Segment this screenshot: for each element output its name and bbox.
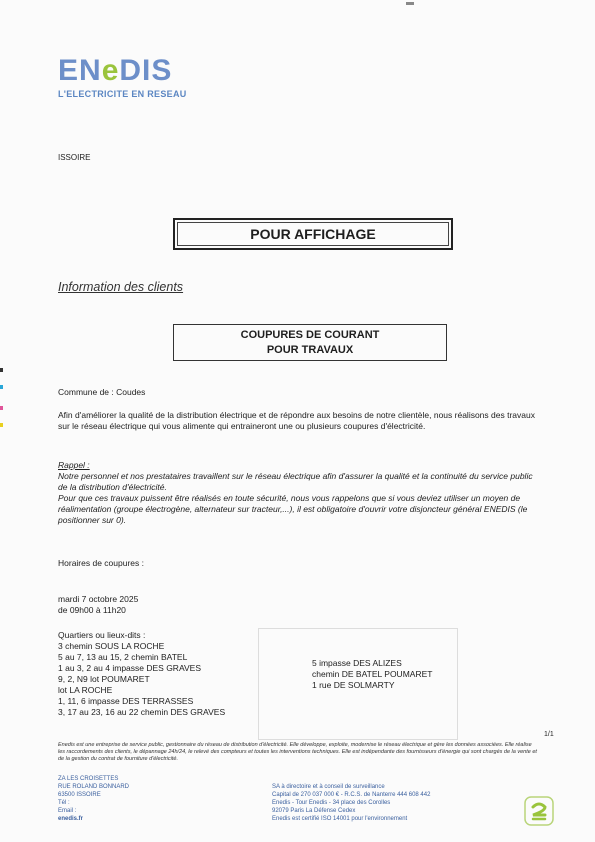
footer-line: 92079 Paris La Défense Cedex xyxy=(272,808,356,814)
list-item: 1 rue DE SOLMARTY xyxy=(312,680,395,690)
list-item: lot LA ROCHE xyxy=(58,685,113,695)
subject-box xyxy=(173,324,447,361)
footer-right xyxy=(272,783,472,823)
page-number: 1/1 xyxy=(544,731,554,738)
footer-line: SA à directoire et à conseil de surveillance xyxy=(272,784,385,790)
rappel-paragraph-1: Notre personnel et nos prestataires travaillent sur le réseau électrique afin d'assurer la qualité et la continuité du service public de la distribution d'électricité. xyxy=(58,471,533,492)
quartiers-list-right xyxy=(312,658,472,691)
horaires-label: Horaires de coupures : xyxy=(58,558,144,568)
logo-text-e: e xyxy=(101,54,120,87)
logo-tagline: L'ELECTRICITE EN RESEAU xyxy=(58,89,187,99)
rappel-title: Rappel : xyxy=(58,460,90,470)
list-item: 1 au 3, 2 au 4 impasse DES GRAVES xyxy=(58,663,201,673)
enedis-logo xyxy=(58,56,172,86)
footer-line: RUE ROLAND BONNARD xyxy=(58,784,130,790)
quartiers-label: Quartiers ou lieux-dits : xyxy=(58,630,146,640)
rappel-paragraph-2: Pour que ces travaux puissent être réalisés en toute sécurité, nous vous rappelons que si vous deviez utiliser un moyen de réalimentation (groupe électrogène, alternateur sur tracteur,...), il est obligatoire d'ouvrir votre disjoncteur général ENEDIS (le positionner sur 0). xyxy=(58,493,528,525)
legal-text: Enedis est une entreprise de service public, gestionnaire du réseau de distribution d'électricité. Elle développe, exploite, modernise le réseau électrique et gère les données associées. Elle réalise les raccordements des clients, le dépannage 24h/24, le relevé des compteurs et toutes les interventions techniques. Elle est indépendante des fournisseurs d'énergie qui sont chargés de la vente et de la gestion du contrat de fourniture d'électricité. xyxy=(58,742,537,762)
info-title: Information des clients xyxy=(58,280,184,294)
footer-line: Tél : xyxy=(58,800,70,806)
city: ISSOIRE xyxy=(58,153,91,162)
footer-line: Enedis est certifié ISO 14001 pour l'environnement xyxy=(272,816,408,822)
list-item: chemin DE BATEL POUMARET xyxy=(312,669,433,679)
enedis-mark-icon xyxy=(524,796,554,826)
list-item: 9, 2, N9 lot POUMARET xyxy=(58,674,150,684)
list-item: 3, 17 au 23, 16 au 22 chemin DES GRAVES xyxy=(58,707,226,717)
page-title: POUR AFFICHAGE xyxy=(173,218,453,250)
footer-left xyxy=(58,775,218,823)
logo-text-en: EN xyxy=(58,54,102,87)
logo-text-dis: DIS xyxy=(119,54,173,87)
list-item: 3 chemin SOUS LA ROCHE xyxy=(58,641,165,651)
list-item: 5 au 7, 13 au 15, 2 chemin BATEL xyxy=(58,652,188,662)
rappel-block xyxy=(58,460,540,526)
subject-line-2: POUR TRAVAUX xyxy=(266,344,354,356)
footer-link[interactable]: enedis.fr xyxy=(58,816,84,822)
intro-paragraph: Afin d'améliorer la qualité de la distribution électrique et de répondre aux besoins de notre clientèle, nous réalisons des travaux sur le réseau électrique qui vous alimente qui entraineront une ou plusieurs coupures d'électricité. xyxy=(58,410,535,431)
scan-color-marks xyxy=(0,368,4,428)
list-item: 1, 11, 6 impasse DES TERRASSES xyxy=(58,696,194,706)
outage-hours: de 09h00 à 11h20 xyxy=(58,605,126,615)
subject-line-1: COUPURES DE COURANT xyxy=(240,329,380,341)
footer-line: Capital de 270 037 000 € - R.C.S. de Nanterre 444 608 442 xyxy=(272,792,431,798)
footer-line: Email : xyxy=(58,808,77,814)
outage-date: mardi 7 octobre 2025 xyxy=(58,594,139,604)
footer-line: 63500 ISSOIRE xyxy=(58,792,101,798)
quartiers-list xyxy=(58,641,258,718)
commune: Commune de : Coudes xyxy=(58,387,146,397)
footer-line: ZA LES CROISETTES xyxy=(58,776,119,782)
footer-line: Enedis - Tour Enedis - 34 place des Corolles xyxy=(272,800,391,806)
list-item: 5 impasse DES ALIZES xyxy=(312,658,402,668)
scan-mark xyxy=(406,2,414,5)
